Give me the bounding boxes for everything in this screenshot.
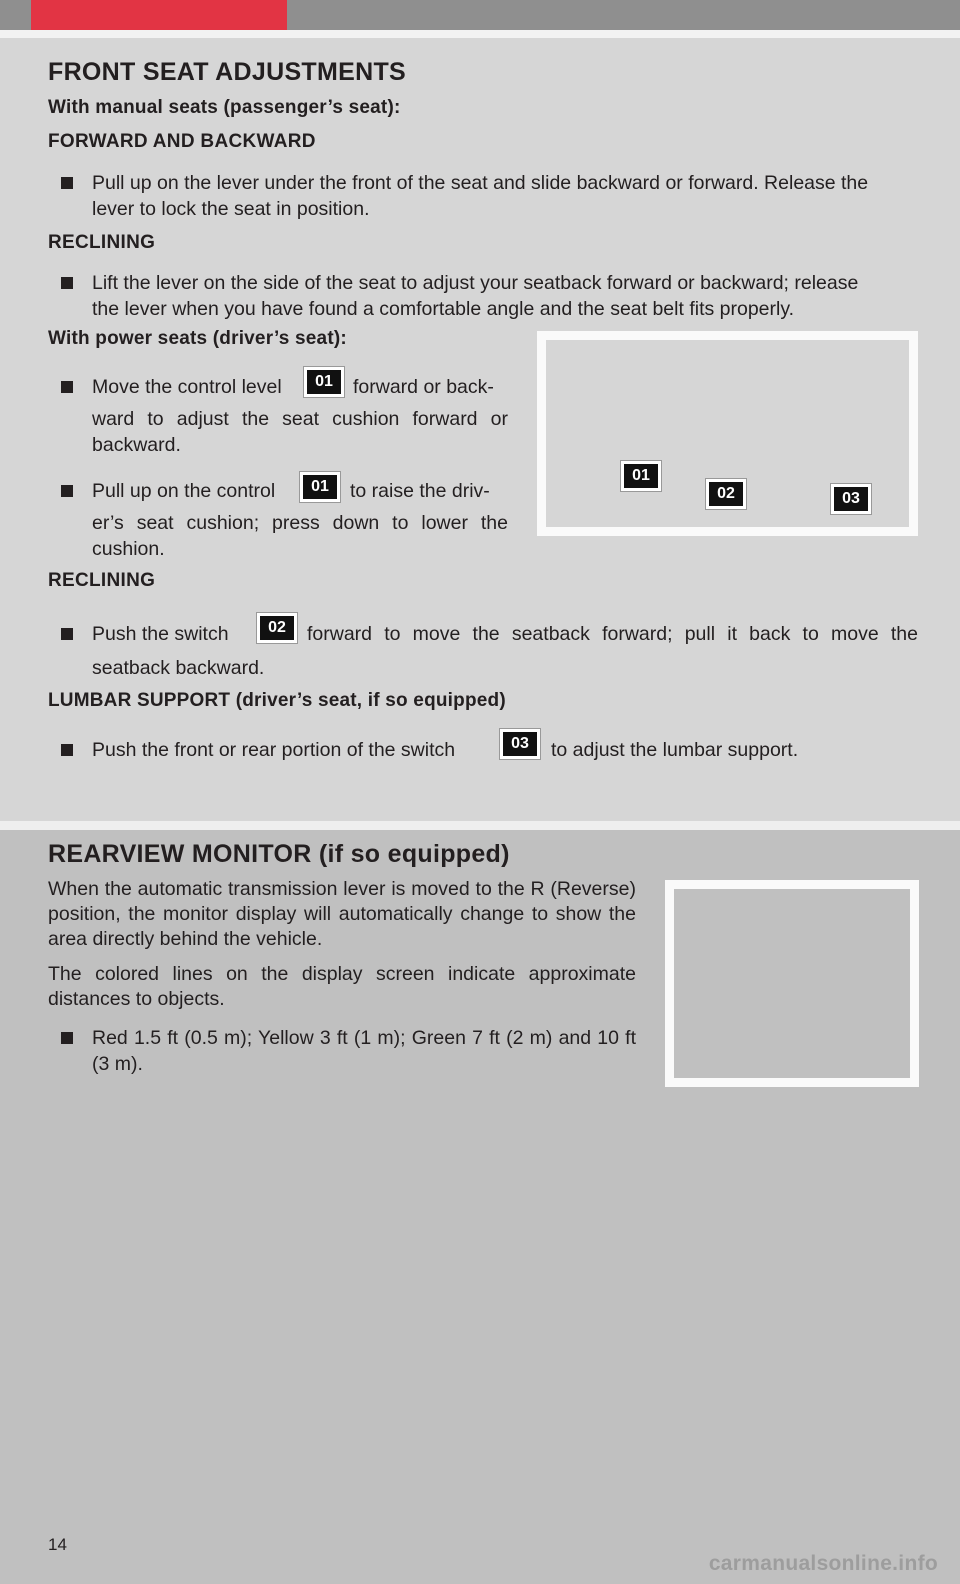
section-divider xyxy=(0,821,960,830)
power-b1-line2: ward to adjust the seat cushion forward or xyxy=(92,408,508,430)
reclining2-post: forward to move the seatback forward; pull it back to move the xyxy=(307,623,918,645)
watermark: carmanualsonline.info xyxy=(708,1552,938,1575)
bullet-icon xyxy=(61,1032,73,1044)
bullet-icon xyxy=(61,177,73,189)
power-b1-pre: Move the control level xyxy=(92,376,282,398)
bullet-icon xyxy=(61,628,73,640)
lumbar-post: to adjust the lumbar support. xyxy=(551,739,799,761)
bullet-icon xyxy=(61,744,73,756)
callout-badge-01: 01 xyxy=(300,472,340,502)
reclining2-heading: RECLINING xyxy=(48,570,156,591)
power-b1-line3: backward. xyxy=(92,434,181,456)
top-divider xyxy=(0,30,960,38)
section-tab-accent xyxy=(31,0,287,30)
reclining-bullet-line2: the lever when you have found a comfortable angle and the seat belt fits properly. xyxy=(92,298,795,320)
forward-bullet-line2: lever to lock the seat in position. xyxy=(92,198,370,220)
top-bar xyxy=(0,0,960,30)
callout-badge-01: 01 xyxy=(621,461,661,491)
callout-badge-02: 02 xyxy=(706,479,746,509)
power-seats-heading: With power seats (driver’s seat): xyxy=(48,328,347,349)
forward-backward-heading: FORWARD AND BACKWARD xyxy=(48,131,316,152)
rearview-distance-bullet: Red 1.5 ft (0.5 m); Yellow 3 ft (1 m); Green 7 ft (2 m) and 10 ft (3 m). xyxy=(92,1027,636,1075)
power-b2-post: to raise the driv- xyxy=(350,480,490,502)
bullet-icon xyxy=(61,381,73,393)
rearview-monitor-illustration xyxy=(665,880,919,1087)
forward-bullet-line1: Pull up on the lever under the front of the seat and slide backward or forward. Release the xyxy=(92,172,869,194)
reclining-bullet-line1: Lift the lever on the side of the seat to adjust your seatback forward or backward; release xyxy=(92,272,859,294)
bullet-icon xyxy=(61,277,73,289)
power-b2-line3: cushion. xyxy=(92,538,165,560)
bullet-icon xyxy=(61,485,73,497)
page-number: 14 xyxy=(48,1535,67,1554)
power-b2-line2: er’s seat cushion; press down to lower the xyxy=(92,512,508,534)
callout-badge-01: 01 xyxy=(304,367,344,397)
callout-badge-02: 02 xyxy=(257,613,297,643)
rearview-paragraph-2: The colored lines on the display screen indicate approximate distances to objects. xyxy=(48,963,636,1010)
reclining2-pre: Push the switch xyxy=(92,623,229,645)
section-title-rearview: REARVIEW MONITOR (if so equipped) xyxy=(48,840,510,868)
reclining2-line2: seatback backward. xyxy=(92,657,265,679)
rearview-paragraph-1: When the automatic transmission lever is moved to the R (Reverse) position, the monitor display will automatically change to show the area directly behind the vehicle. xyxy=(48,878,636,950)
power-b1-post: forward or back- xyxy=(353,376,494,398)
callout-badge-03: 03 xyxy=(831,484,871,514)
lumbar-heading: LUMBAR SUPPORT (driver’s seat, if so equipped) xyxy=(48,690,506,711)
manual-seats-heading: With manual seats (passenger’s seat): xyxy=(48,97,401,118)
power-b2-pre: Pull up on the control xyxy=(92,480,276,502)
reclining-heading: RECLINING xyxy=(48,232,156,253)
lumbar-pre: Push the front or rear portion of the switch xyxy=(92,739,456,761)
section-title-front-seat: FRONT SEAT ADJUSTMENTS xyxy=(48,58,406,86)
callout-badge-03: 03 xyxy=(500,729,540,759)
